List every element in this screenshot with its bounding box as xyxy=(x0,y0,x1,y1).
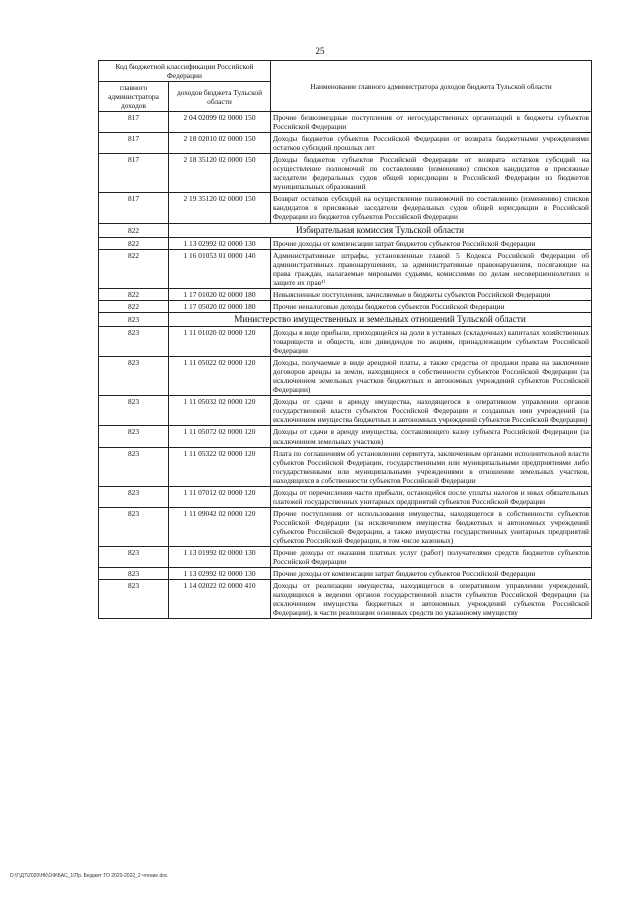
admin-code-cell: 817 xyxy=(99,193,169,223)
admin-code-header: главного администратора доходов xyxy=(99,82,169,112)
name-header: Наименование главного администратора доходов бюджета Тульской области xyxy=(271,61,592,112)
table-row xyxy=(99,396,592,426)
table-row xyxy=(99,507,592,546)
admin-code-cell: 817 xyxy=(99,112,169,133)
income-name-cell: Доходы от сдачи в аренду имущества, находящегося в оперативном управлении органов государственной власти субъектов Российской Федерации и созданных ими учреждений (за исключением имущества бюджетных и автономных учреждений субъектов Российской Федерации) xyxy=(271,396,592,426)
income-name-cell: Прочие неналоговые доходы бюджетов субъектов Российской Федерации xyxy=(271,300,592,312)
admin-code-cell: 822 xyxy=(99,223,169,237)
admin-code-cell: 823 xyxy=(99,546,169,567)
admin-code-cell: 823 xyxy=(99,357,169,396)
income-name-cell: Доходы бюджетов субъектов Российской Федерации от возврата остатков субсидий на осуществление полномочий по составлению (изменению) списков кандидатов в присяжные заседатели федеральных судов общей юрисдикции в Российской Федерации из бюджетов муниципальных образований xyxy=(271,154,592,193)
income-name-cell: Доходы от перечисления части прибыли, остающейся после уплаты налогов и иных обязательных платежей государственных унитарных предприятий субъектов Российской Федерации xyxy=(271,486,592,507)
admin-code-cell: 823 xyxy=(99,396,169,426)
income-name-cell: Прочие поступления от использования имущества, находящегося в собственности субъектов Российской Федерации (за исключением имущества бюджетных и автономных учреждений субъектов Российской Федерации, а также имущества государственных унитарных предприятий субъектов Российской Федерации, в том числе казенных) xyxy=(271,507,592,546)
income-name-cell: Доходы бюджетов субъектов Российской Федерации от возврата бюджетными учреждениями остатков субсидий прошлых лет xyxy=(271,133,592,154)
income-code-cell: 1 11 09042 02 0000 120 xyxy=(169,507,271,546)
income-code-cell: 1 17 05020 02 0000 180 xyxy=(169,300,271,312)
income-name-cell: Возврат остатков субсидий на осуществление полномочий по составлению (изменению) списков кандидатов в присяжные заседатели федеральных судов общей юрисдикции в Российской Федерации из бюджетов субъектов Российской Федерации xyxy=(271,193,592,223)
table-row xyxy=(99,112,592,133)
file-path-footer: D:\Г\Д7\2020\НК\ОФ\БАС_1\Пр. Бюджет ТО 2020-2022_2 чтение.doc xyxy=(10,873,168,879)
admin-code-cell: 822 xyxy=(99,300,169,312)
table-row xyxy=(99,546,592,567)
income-name-cell: Плата по соглашениям об установлении сервитута, заключенным органами исполнительной власти субъектов Российской Федерации, государственными или муниципальными предприятиями либо государственными или муниципальными учреждениями в отношении земельных участков, находящихся в собственности субъектов Российской Федерации xyxy=(271,447,592,486)
income-name-cell: Доходы в виде прибыли, приходящейся на доли в уставных (складочных) капиталах хозяйственных товариществ и обществ, или дивидендов по акциям, принадлежащим субъектам Российской Федерации xyxy=(271,327,592,357)
admin-code-cell: 822 xyxy=(99,249,169,288)
table-row xyxy=(99,567,592,579)
income-code-cell: 1 17 01020 02 0000 180 xyxy=(169,288,271,300)
admin-code-cell: 823 xyxy=(99,567,169,579)
admin-code-cell: 822 xyxy=(99,288,169,300)
income-code-cell: 2 04 02099 02 0000 150 xyxy=(169,112,271,133)
income-name-cell: Административные штрафы, установленные главой 5 Кодекса Российской Федерации об административных правонарушениях, за административные правонарушения, посягающие на права граждан, налагаемые мировыми судьями, комиссиями по делам несовершеннолетних и защите их прав¹⁾ xyxy=(271,249,592,288)
income-name-cell: Невыясненные поступления, зачисляемые в бюджеты субъектов Российской Федерации xyxy=(271,288,592,300)
income-name-cell: Прочие доходы от компенсации затрат бюджетов субъектов Российской Федерации xyxy=(271,237,592,249)
table-row xyxy=(99,133,592,154)
income-name-cell: Доходы, получаемые в виде арендной платы, а также средства от продажи права на заключение договоров аренды за земли, находящиеся в собственности субъектов Российской Федерации (за исключением земельных участков бюджетных и автономных учреждений субъектов Российской Федерации) xyxy=(271,357,592,396)
admin-code-cell: 823 xyxy=(99,507,169,546)
table-row xyxy=(99,579,592,618)
admin-code-cell: 823 xyxy=(99,426,169,447)
income-code-cell: 1 11 07012 02 0000 120 xyxy=(169,486,271,507)
income-code-header: доходов бюджета Тульской области xyxy=(169,82,271,112)
table-row xyxy=(99,154,592,193)
table-row xyxy=(99,249,592,288)
income-name-cell: Прочие доходы от оказания платных услуг (работ) получателями средств бюджетов субъектов Российской Федерации xyxy=(271,546,592,567)
admin-code-cell: 823 xyxy=(99,486,169,507)
income-code-cell: 2 18 02010 02 0000 150 xyxy=(169,133,271,154)
income-code-cell: 1 13 02992 02 0000 130 xyxy=(169,567,271,579)
income-name-cell: Прочие доходы от компенсации затрат бюджетов субъектов Российской Федерации xyxy=(271,567,592,579)
admin-code-cell: 823 xyxy=(99,327,169,357)
admin-code-cell: 817 xyxy=(99,154,169,193)
income-code-cell: 1 16 01053 01 0000 140 xyxy=(169,249,271,288)
admin-code-cell: 823 xyxy=(99,579,169,618)
income-code-cell: 1 13 02992 02 0000 130 xyxy=(169,237,271,249)
budget-revenue-table xyxy=(98,60,592,619)
income-code-cell: 2 19 35120 02 0000 150 xyxy=(169,193,271,223)
income-code-cell: 1 11 05322 02 0000 120 xyxy=(169,447,271,486)
kbk-header: Код бюджетной классификации Российской Федерации xyxy=(99,61,271,82)
admin-code-cell: 817 xyxy=(99,133,169,154)
income-code-cell: 1 11 05022 02 0000 120 xyxy=(169,357,271,396)
income-code-cell: 1 11 05072 02 0000 120 xyxy=(169,426,271,447)
income-code-cell: 1 11 05032 02 0000 120 xyxy=(169,396,271,426)
table-row xyxy=(99,426,592,447)
income-name-cell: Доходы от сдачи в аренду имущества, составляющего казну субъекта Российской Федерации (за исключением земельных участков) xyxy=(271,426,592,447)
admin-code-cell: 823 xyxy=(99,312,169,326)
table-row xyxy=(99,193,592,223)
table-row xyxy=(99,327,592,357)
income-code-cell: 2 18 35120 02 0000 150 xyxy=(169,154,271,193)
administrator-name-cell: Министерство имущественных и земельных отношений Тульской области xyxy=(169,312,592,326)
income-code-cell: 1 14 02022 02 0000 410 xyxy=(169,579,271,618)
administrator-row xyxy=(99,223,592,237)
admin-code-cell: 823 xyxy=(99,447,169,486)
table-row xyxy=(99,357,592,396)
income-name-cell: Доходы от реализации имущества, находящегося в оперативном управлении учреждений, находящихся в ведении органов государственной власти субъектов Российской Федерации (за исключением имущества бюджетных и автономных учреждений субъектов Российской Федерации), в части реализации основных средств по указанному имуществу xyxy=(271,579,592,618)
table-row xyxy=(99,486,592,507)
table-row xyxy=(99,447,592,486)
table-row xyxy=(99,237,592,249)
administrator-row xyxy=(99,312,592,326)
income-name-cell: Прочие безвозмездные поступления от негосударственных организаций в бюджеты субъектов Российской Федерации xyxy=(271,112,592,133)
table-row xyxy=(99,288,592,300)
table-row xyxy=(99,300,592,312)
page-number: 25 xyxy=(315,46,325,56)
administrator-name-cell: Избирательная комиссия Тульской области xyxy=(169,223,592,237)
admin-code-cell: 822 xyxy=(99,237,169,249)
income-code-cell: 1 13 01992 02 0000 130 xyxy=(169,546,271,567)
income-code-cell: 1 11 01020 02 0000 120 xyxy=(169,327,271,357)
